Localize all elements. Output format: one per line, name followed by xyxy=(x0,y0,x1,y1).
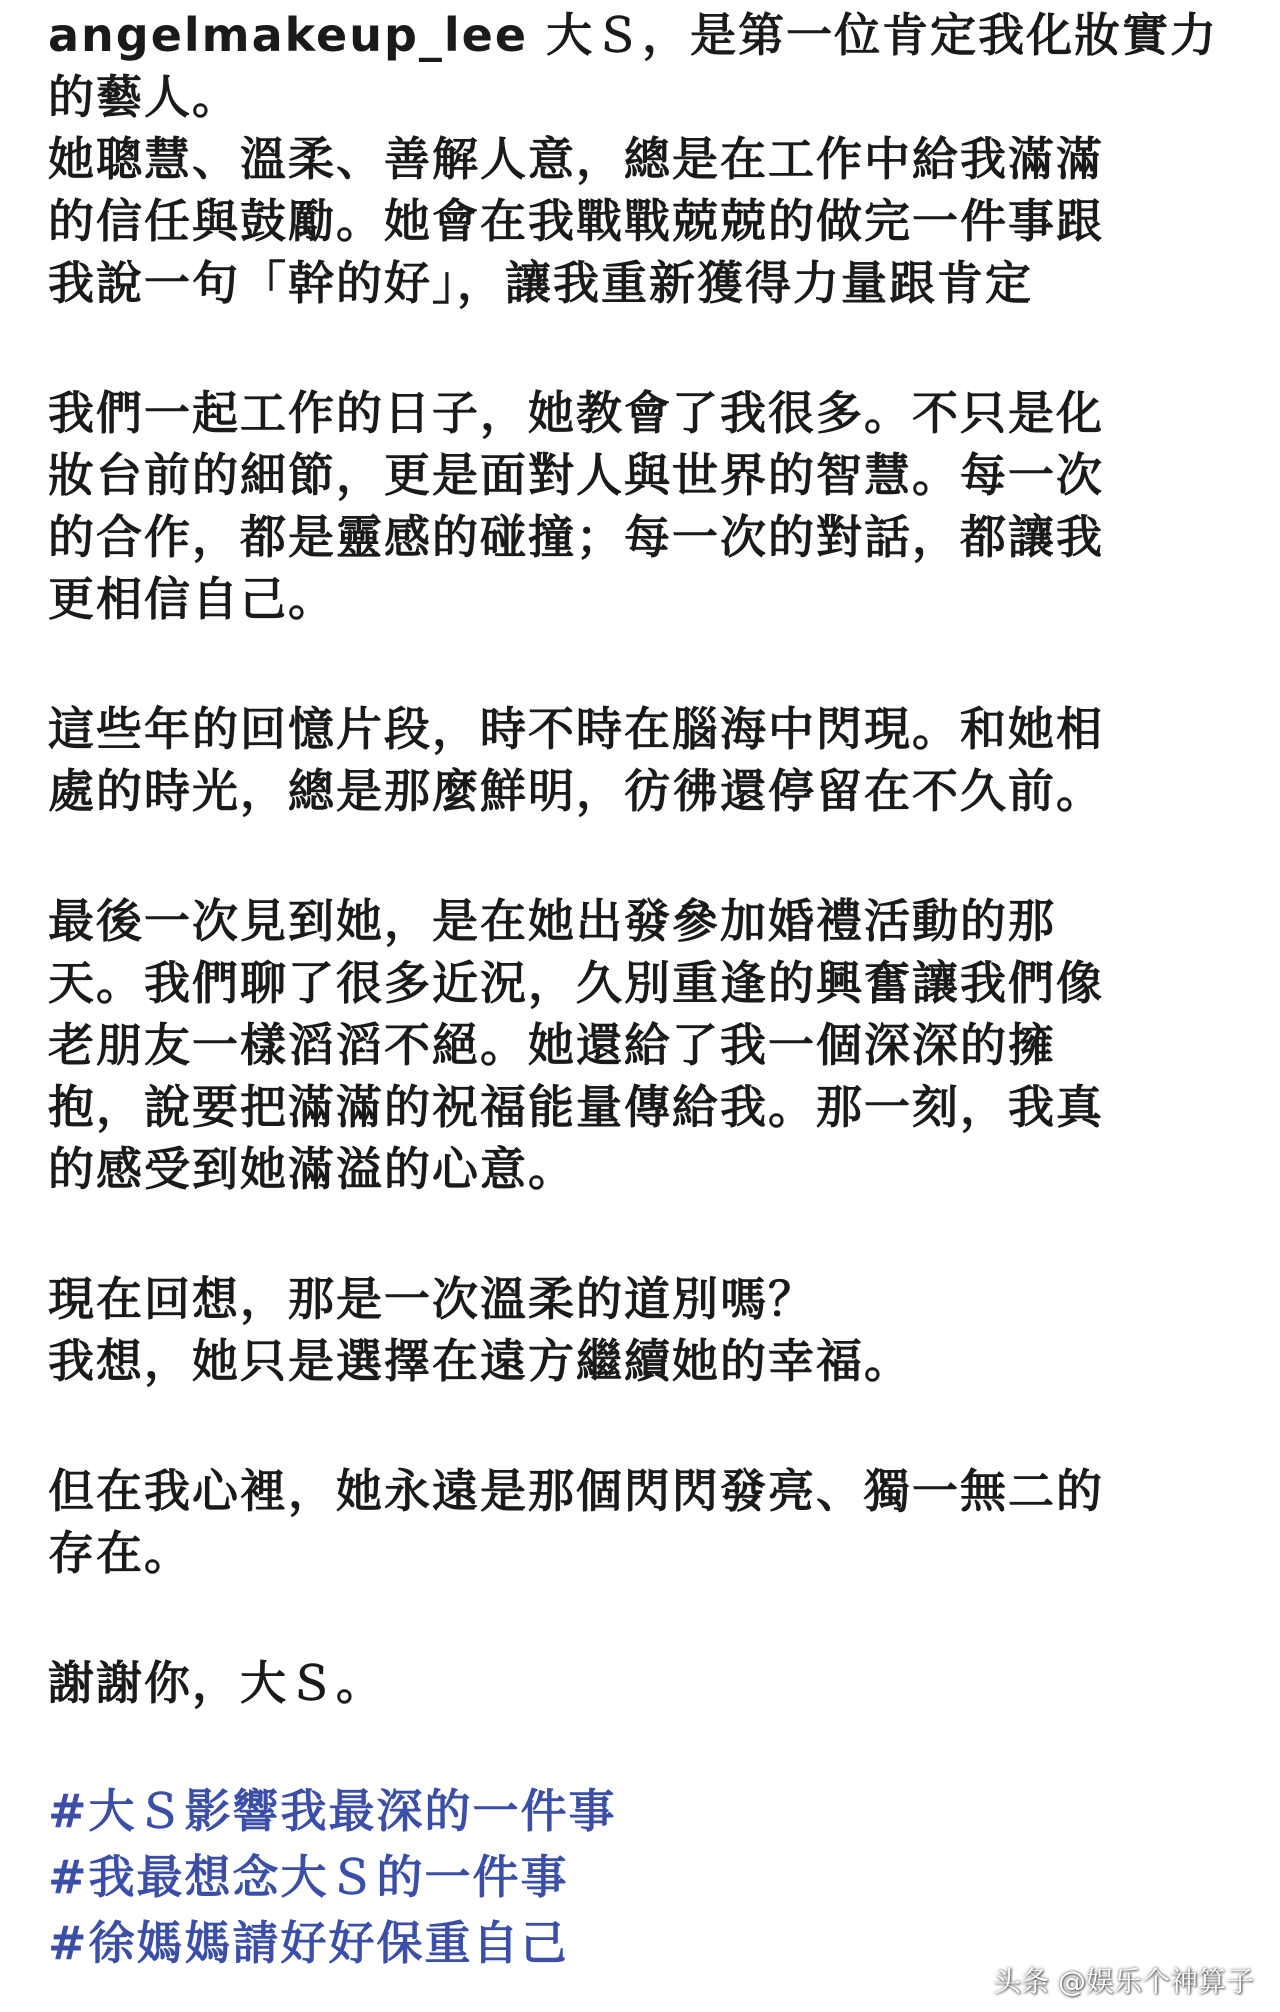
paragraph-5 xyxy=(48,1268,1248,1392)
hashtag-list xyxy=(48,1778,1248,1976)
post-caption xyxy=(48,4,1248,1976)
caption-line: 存在。 xyxy=(48,1526,192,1580)
caption-line: 我想，她只是選擇在遠方繼續她的幸福。 xyxy=(48,1334,912,1388)
paragraph-spacer xyxy=(48,1392,1248,1460)
caption-line: 妝台前的細節，更是面對人與世界的智慧。每一次 xyxy=(48,448,1104,502)
caption-line: 她聰慧、溫柔、善解人意，總是在工作中給我滿滿 xyxy=(48,132,1104,186)
caption-line: 天。我們聊了很多近況，久別重逢的興奮讓我們像 xyxy=(48,956,1104,1010)
caption-line: angelmakeup_lee 大Ｓ，是第一位肯定我化妝實力 xyxy=(48,8,1219,62)
paragraph-4 xyxy=(48,890,1248,1200)
hashtag-link[interactable]: #大Ｓ影響我最深的一件事 xyxy=(48,1784,617,1838)
caption-line: 的合作，都是靈感的碰撞；每一次的對話，都讓我 xyxy=(48,510,1104,564)
paragraph-7 xyxy=(48,1652,1248,1714)
caption-line: 我們一起工作的日子，她教會了我很多。不只是化 xyxy=(48,386,1104,440)
hashtag-link[interactable]: #我最想念大Ｓ的一件事 xyxy=(48,1850,569,1904)
paragraph-2 xyxy=(48,382,1248,630)
paragraph-spacer xyxy=(48,630,1248,698)
watermark: 头条 @娱乐个神算子 xyxy=(993,1965,1254,1998)
caption-line: 的感受到她滿溢的心意。 xyxy=(48,1142,576,1196)
caption-line: 我說一句「幹的好」，讓我重新獲得力量跟肯定 xyxy=(48,256,1033,310)
paragraph-spacer xyxy=(48,314,1248,382)
paragraph-1 xyxy=(48,4,1248,314)
caption-line: 謝謝你，大Ｓ。 xyxy=(48,1656,384,1710)
paragraph-spacer xyxy=(48,1714,1248,1778)
caption-line: 但在我心裡，她永遠是那個閃閃發亮、獨一無二的 xyxy=(48,1464,1104,1518)
caption-line: 老朋友一樣滔滔不絕。她還給了我一個深深的擁 xyxy=(48,1018,1056,1072)
caption-line: 處的時光，總是那麼鮮明，彷彿還停留在不久前。 xyxy=(48,764,1104,818)
paragraph-spacer xyxy=(48,822,1248,890)
caption-line: 這些年的回憶片段，時不時在腦海中閃現。和她相 xyxy=(48,702,1104,756)
caption-line: 現在回想，那是一次溫柔的道別嗎？ xyxy=(48,1272,816,1326)
paragraph-3 xyxy=(48,698,1248,822)
caption-line: 抱，說要把滿滿的祝福能量傳給我。那一刻，我真 xyxy=(48,1080,1104,1134)
caption-line: 的信任與鼓勵。她會在我戰戰兢兢的做完一件事跟 xyxy=(48,194,1104,248)
caption-line: 最後一次見到她，是在她出發參加婚禮活動的那 xyxy=(48,894,1056,948)
caption-line: 更相信自己。 xyxy=(48,572,336,626)
caption-line: 的藝人。 xyxy=(48,70,240,124)
paragraph-spacer xyxy=(48,1584,1248,1652)
hashtag-link[interactable]: #徐媽媽請好好保重自己 xyxy=(48,1916,569,1970)
paragraph-6 xyxy=(48,1460,1248,1584)
username[interactable]: angelmakeup_lee xyxy=(48,8,529,62)
paragraph-spacer xyxy=(48,1200,1248,1268)
